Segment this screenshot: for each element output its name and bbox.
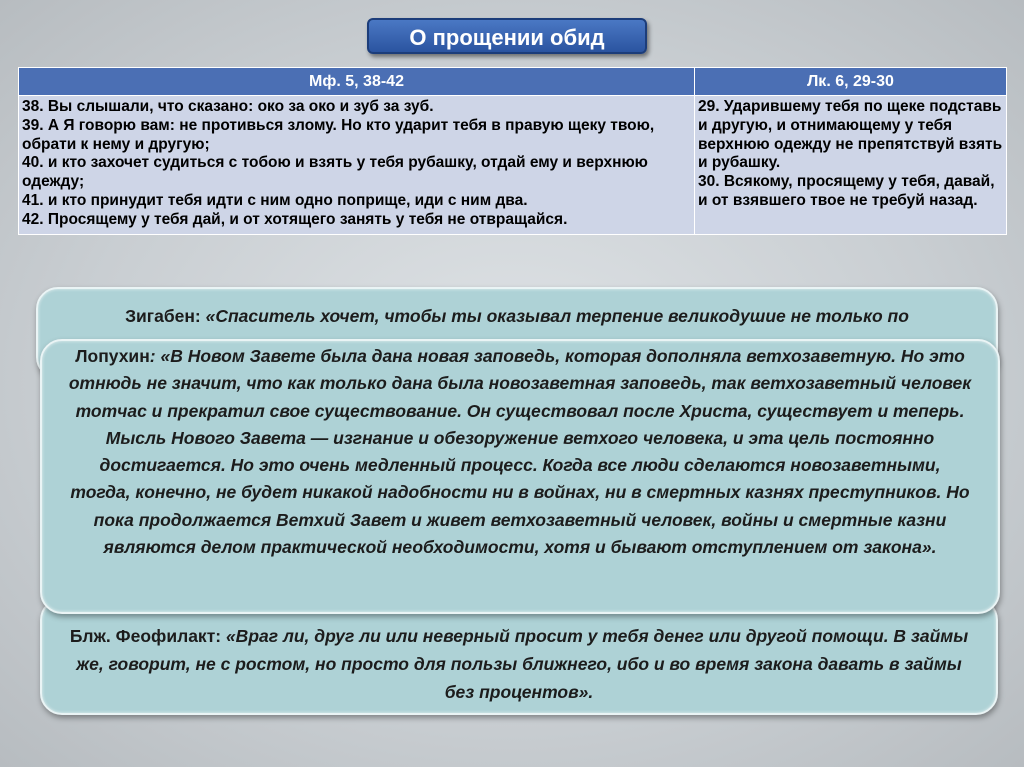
verse-30: 30. Всякому, просящему у тебя, давай, и от взявшего твое не требуй назад.: [698, 173, 995, 209]
feofilakt-author: Блж. Феофилакт:: [69, 626, 226, 646]
matthew-text-cell: [19, 96, 695, 235]
verse-42: 42. Просящему у тебя дай, и от хотящего занять у тебя не отвращайся.: [22, 210, 568, 228]
feofilakt-quote: «Враг ли, друг ли или неверный просит у тебя денег или другой помощи. В займы же, говорит, не с ростом, но просто для пользы ближнего, ибо и во время закона давать в займы без процентов».: [76, 626, 969, 702]
verse-29: 29. Ударившему тебя по щеке подставь и другую, и отнимающему у тебя верхнюю одежду не препятствуй взять и рубашку.: [698, 98, 1003, 172]
slide-title: О прощении обид: [367, 18, 647, 54]
feofilakt-quote-card: [40, 598, 998, 715]
verse-40: 40. и кто захочет судиться с тобою и взять у тебя рубашку, отдай ему и верхнюю одежду;: [22, 154, 648, 191]
luke-text-cell: [695, 96, 1007, 235]
lopukhin-author: Лопухин: [75, 346, 150, 366]
lopukhin-quote-card: [40, 339, 1000, 614]
lopukhin-quote: : «В Новом Завете была дана новая заповедь, которая дополняла ветхозаветную. Но это отнюдь не значит, что как только дана была новозаветная заповедь, так ветхозаветный человек тотчас и прекратил свое существование. Он существовал после Христа, существует и теперь. Мысль Нового Завета — изгнание и обезоружение ветхого человека, и эта цель постоянно достигается. Но это очень медленный процесс. Когда все люди сделаются новозаветными, тогда, конечно, не будет никакой надобности ни в войнах, ни в смертных казнях преступников. Но пока продолжается Ветхий Завет и живет ветхозаветный человек, войны и смертные казни являются делом практической необходимости, хотя и бывают отступлением от закона».: [68, 346, 972, 558]
column-header-matthew: Мф. 5, 38-42: [19, 68, 695, 96]
verse-38: 38. Вы слышали, что сказано: око за око и зуб за зуб.: [22, 98, 434, 115]
table-row: [19, 96, 1007, 235]
zigaben-author: Зигабен:: [125, 306, 206, 326]
verse-39: 39. А Я говорю вам: не противься злому. Но кто ударит тебя в правую щеку твою, обрати к нему и другую;: [22, 116, 655, 153]
verse-41: 41. и кто принудит тебя идти с ним одно поприще, иди с ним два.: [22, 191, 528, 209]
gospel-comparison-table: [18, 67, 1007, 235]
column-header-luke: Лк. 6, 29-30: [695, 68, 1007, 96]
table-header-row: [19, 68, 1007, 96]
zigaben-quote: «Спаситель хочет, чтобы ты оказывал терпение великодушие не только по: [205, 306, 909, 326]
